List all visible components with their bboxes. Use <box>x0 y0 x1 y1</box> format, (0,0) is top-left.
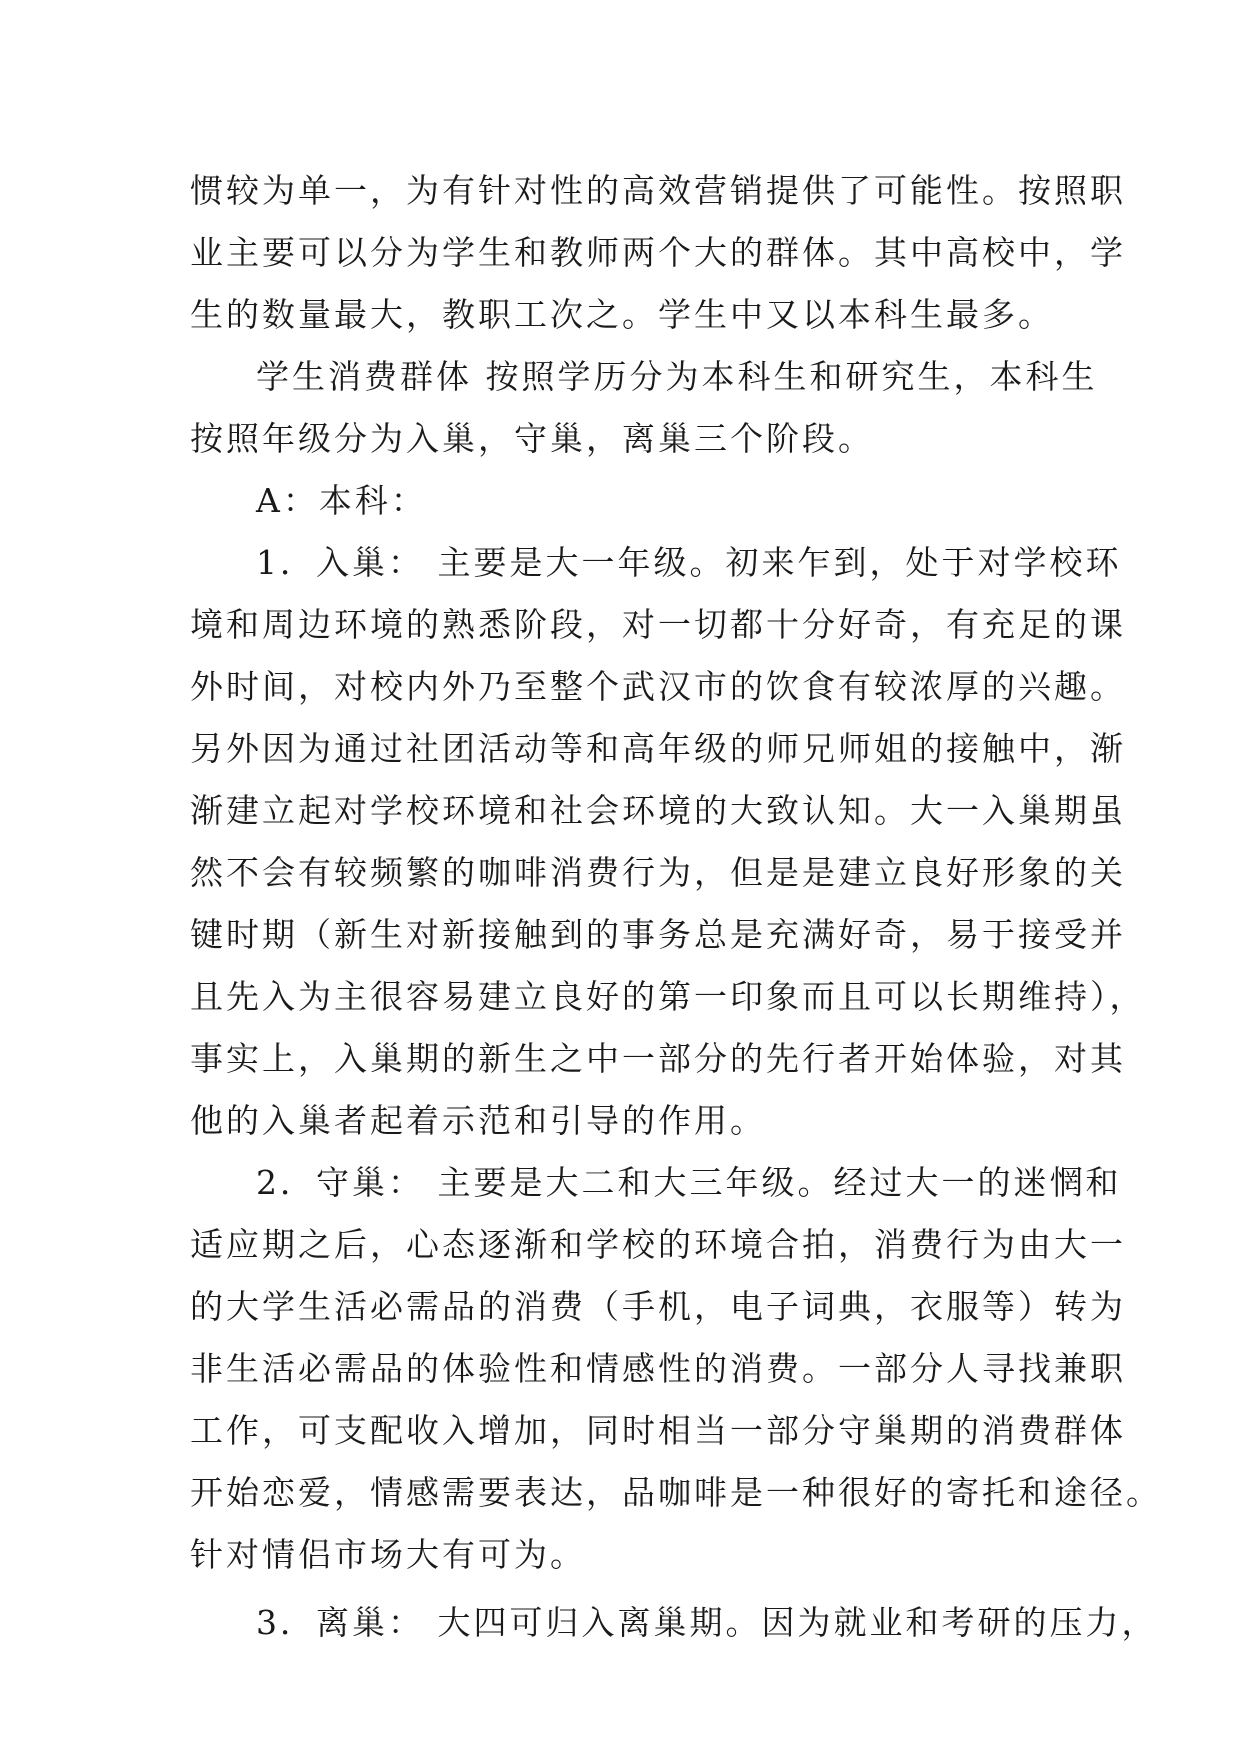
text-line: 的大学生活必需品的消费（手机，电子词典，衣服等）转为 <box>190 1287 1126 1326</box>
text-line: 渐建立起对学校环境和社会环境的大致认知。大一入巢期虽 <box>190 791 1126 830</box>
text-line: 键时期（新生对新接触到的事务总是充满好奇，易于接受并 <box>190 915 1126 954</box>
text-line: 针对情侣市场大有可为。 <box>190 1535 586 1574</box>
text-line: 境和周边环境的熟悉阶段，对一切都十分好奇，有充足的课 <box>190 605 1126 644</box>
text-line: 他的入巢者起着示范和引导的作用。 <box>190 1101 766 1140</box>
text-line: 工作，可支配收入增加，同时相当一部分守巢期的消费群体 <box>190 1411 1126 1450</box>
text-line: 3．离巢： 大四可归入离巢期。因为就业和考研的压力， <box>256 1603 1158 1642</box>
text-line: 按照年级分为入巢，守巢，离巢三个阶段。 <box>190 419 874 458</box>
text-line: 非生活必需品的体验性和情感性的消费。一部分人寻找兼职 <box>190 1349 1126 1388</box>
body-text <box>190 160 1162 1654</box>
text-line: 1．入巢： 主要是大一年级。初来乍到，处于对学校环 <box>256 543 1122 582</box>
text-line: 然不会有较频繁的咖啡消费行为，但是是建立良好形象的关 <box>190 853 1126 892</box>
text-line: 外时间，对校内外乃至整个武汉市的饮食有较浓厚的兴趣。 <box>190 667 1126 706</box>
text-line: 另外因为通过社团活动等和高年级的师兄师姐的接触中，渐 <box>190 729 1126 768</box>
text-line: 事实上，入巢期的新生之中一部分的先行者开始体验，对其 <box>190 1039 1126 1078</box>
text-line: 开始恋爱，情感需要表达，品咖啡是一种很好的寄托和途径。 <box>190 1473 1162 1512</box>
text-line: 适应期之后，心态逐渐和学校的环境合拍，消费行为由大一 <box>190 1225 1126 1264</box>
text-line: 2．守巢： 主要是大二和大三年级。经过大一的迷惘和 <box>256 1163 1122 1202</box>
text-line: 惯较为单一，为有针对性的高效营销提供了可能性。按照职 <box>190 171 1126 210</box>
text-line: 且先入为主很容易建立良好的第一印象而且可以长期维持）， <box>190 977 1146 1016</box>
section-heading: A：本科： <box>256 481 427 520</box>
text-line: 学生消费群体 按照学历分为本科生和研究生，本科生 <box>256 357 1098 396</box>
text-line: 生的数量最大，教职工次之。学生中又以本科生最多。 <box>190 295 1054 334</box>
text-line: 业主要可以分为学生和教师两个大的群体。其中高校中，学 <box>190 233 1126 272</box>
